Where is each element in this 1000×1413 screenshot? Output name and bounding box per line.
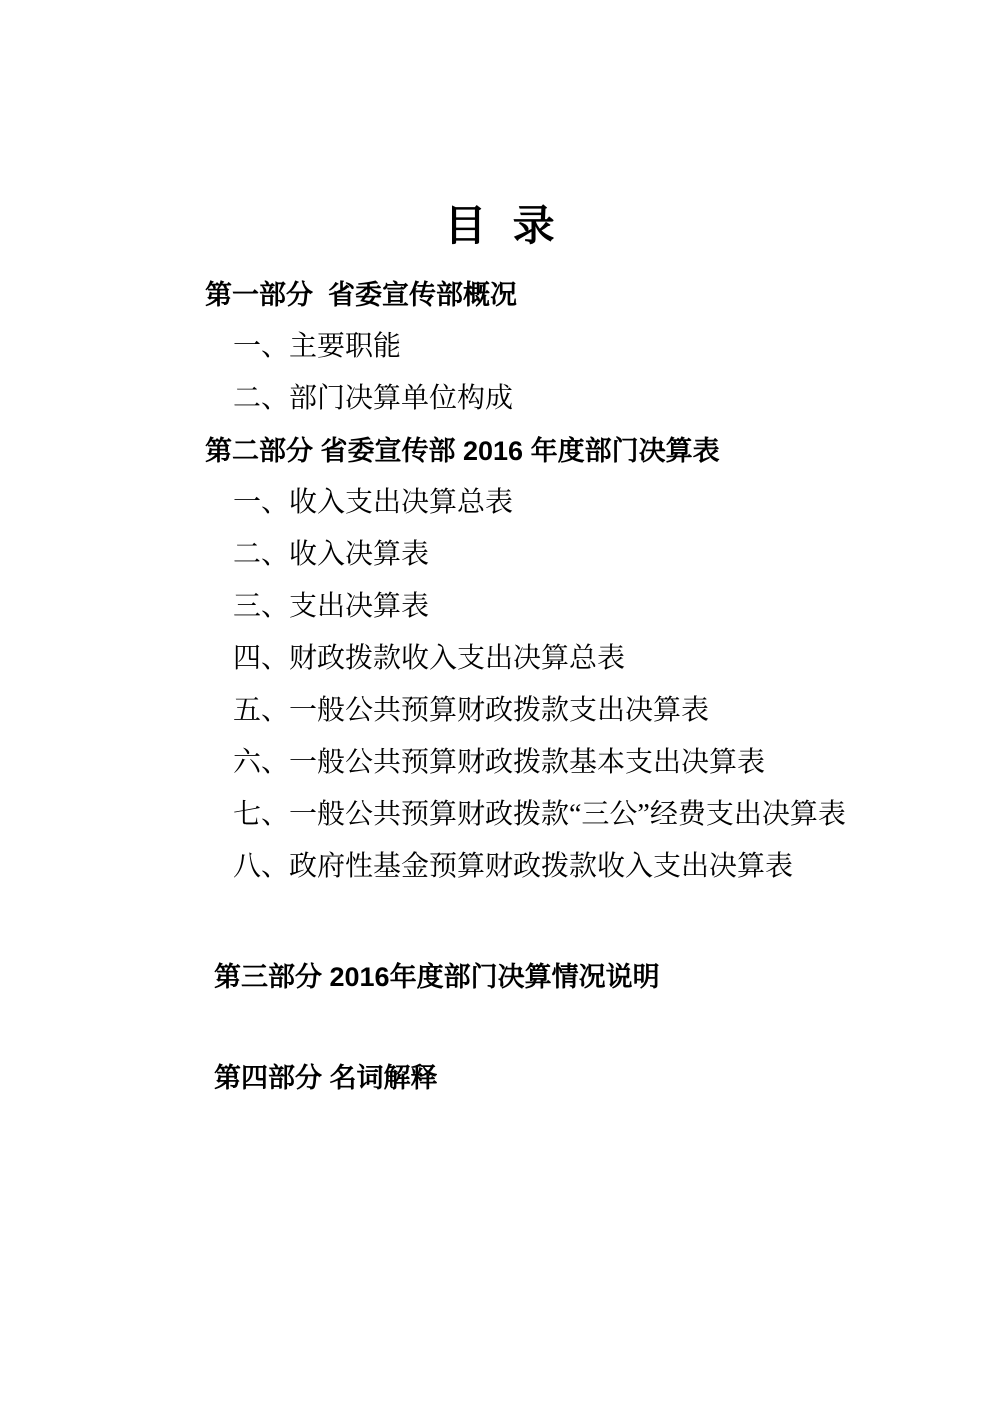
- toc-item-part1-1: 一、主要职能: [233, 331, 402, 362]
- toc-part1-heading: 第一部分 省委宣传部概况: [205, 280, 518, 310]
- table-of-contents: [0, 269, 1000, 1104]
- toc-part4-heading: 第四部分 名词解释: [214, 1063, 438, 1093]
- toc-part2-heading: 第二部分 省委宣传部 2016 年度部门决算表: [205, 436, 720, 466]
- toc-item-part2-3: 三、支出决算表: [233, 591, 430, 622]
- toc-item-part2-4: 四、财政拨款收入支出决算总表: [233, 643, 626, 674]
- toc-item-part1-2: 二、部门决算单位构成: [233, 383, 514, 414]
- toc-item-part2-2: 二、收入决算表: [233, 539, 430, 570]
- toc-item-part2-7: 七、一般公共预算财政拨款“三公”经费支出决算表: [233, 799, 846, 830]
- toc-part3-heading: 第三部分 2016年度部门决算情况说明: [214, 962, 660, 992]
- toc-item-part2-5: 五、一般公共预算财政拨款支出决算表: [233, 695, 710, 726]
- toc-item-part2-8: 八、政府性基金预算财政拨款收入支出决算表: [233, 851, 794, 882]
- page-title: 目 录: [444, 202, 556, 249]
- toc-item-part2-1: 一、收入支出决算总表: [233, 487, 514, 518]
- toc-item-part2-6: 六、一般公共预算财政拨款基本支出决算表: [233, 747, 766, 778]
